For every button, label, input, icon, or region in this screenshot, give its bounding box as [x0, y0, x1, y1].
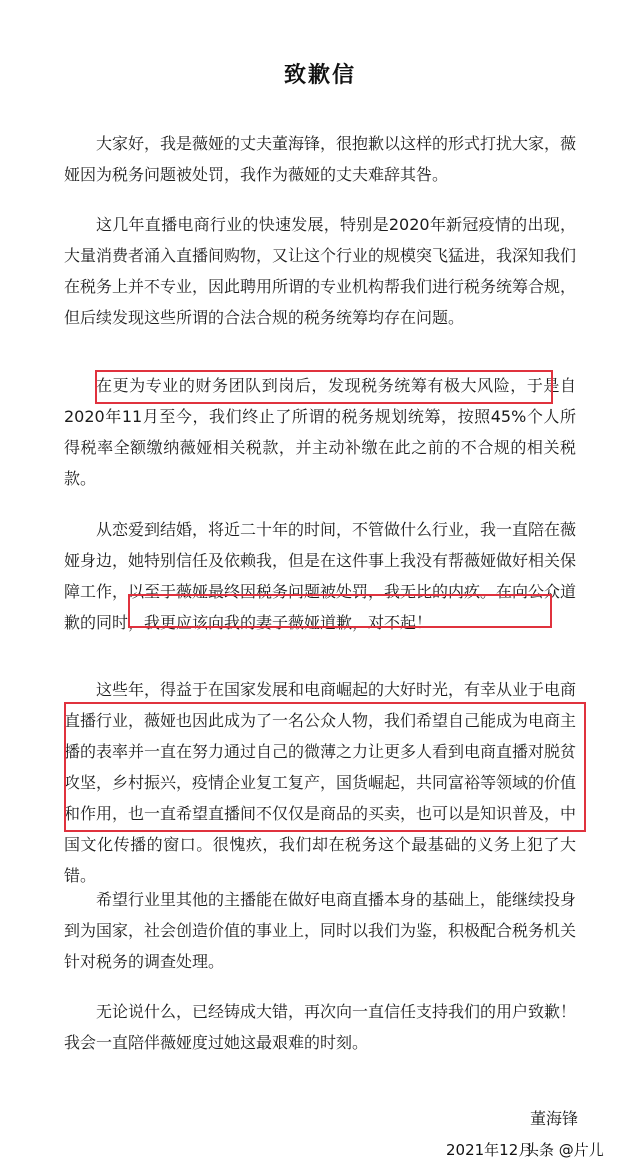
- paragraph-7: 无论说什么，已经铸成大错，再次向一直信任支持我们的用户致歉！我会一直陪伴薇娅度过她这最艰难的时刻。: [64, 1002, 577, 1052]
- paragraph-5: 这些年，得益于在国家发展和电商崛起的大好时光，有幸从业于电商直播行业，薇娅也因此成为了一名公众人物，我们希望自己能成为电商主播的表率并一直在努力通过自己的微薄之力让更多人看到电商直播对脱贫攻坚，乡村振兴，疫情企业复工复产，国货崛起，共同富裕等领域的价值和作用，也一直希望直播间不仅仅是商品的买卖，也可以是知识普及，中国文化传播的窗口。很愧疚，我们却在税务这个最基础的义务上犯了大错。: [64, 680, 577, 885]
- paragraph-1: 大家好，我是薇娅的丈夫董海锋，很抱歉以这样的形式打扰大家，薇娅因为税务问题被处罚，我作为薇娅的丈夫难辞其咎。: [64, 134, 577, 184]
- watermark: 头条 @片儿: [524, 1141, 604, 1159]
- paragraph-3: 在更为专业的财务团队到岗后，发现税务统筹有极大风险，于是自2020年11月至今，我们终止了所谓的税务规划统筹，按照45%个人所得税率全额缴纳薇娅相关税款，并主动补缴在此之前的不合规的相关税款。: [64, 376, 576, 488]
- paragraph-4: 从恋爱到结婚，将近二十年的时间，不管做什么行业，我一直陪在薇娅身边，她特别信任及依赖我，但是在这件事上我没有帮薇娅做好相关保障工作，以至于薇娅最终因税务问题被处罚，我无比的内疚。在向公众道歉的同时，我更应该向我的妻子薇娅道歉，对不起！: [64, 520, 577, 632]
- letter-title: 致歉信: [283, 63, 356, 88]
- signature: 董海锋: [529, 1109, 578, 1128]
- paragraph-2: 这几年直播电商行业的快速发展，特别是2020年新冠疫情的出现，大量消费者涌入直播间购物，又让这个行业的规模突飞猛进，我深知我们在税务上并不专业，因此聘用所谓的专业机构帮我们进行税务统筹合规，但后续发现这些所谓的合法合规的税务统筹均存在问题。: [64, 215, 577, 327]
- highlight-box-apology: [128, 594, 552, 628]
- paragraph-6: 希望行业里其他的主播能在做好电商直播本身的基础上，能继续投身到为国家，社会创造价值的事业上，同时以我们为鉴，积极配合税务机关针对税务的调查处理。: [64, 890, 577, 971]
- highlight-box-risk: [95, 370, 553, 404]
- highlight-box-role-model: [64, 702, 586, 832]
- letter-date: 2021年12月: [446, 1141, 534, 1159]
